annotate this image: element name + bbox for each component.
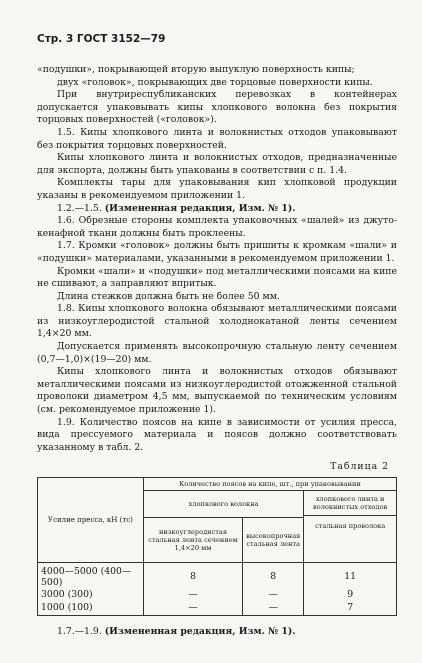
col-wire-header: стальная проволока (304, 515, 396, 536)
amendment-label: (Измененная редакция, Изм. № 1). (104, 626, 296, 637)
table-row (38, 590, 397, 603)
cell-high: — (243, 590, 304, 603)
cell-wire: 9 (304, 590, 397, 603)
amendment-ref: 1.2.—1.5. (57, 202, 102, 214)
paragraph: «подушки», покрывающей вторую выпуклую поверхность кипы; (37, 64, 355, 75)
cell-wire: 7 (304, 603, 397, 616)
table-row (38, 603, 397, 616)
page-header: Стр. 3 ГОСТ 3152—79 (37, 33, 166, 45)
cell-low: — (143, 603, 242, 616)
paragraph-group-1 (37, 64, 397, 203)
cell-press: 3000 (300) (38, 590, 144, 603)
paragraph: 1.8. Кипы хлопкового волокна обязывают металлическими поясами из низкоуглеродистой стальной холоднокатаной ленты сечением 1,4×20 мм. (37, 303, 397, 340)
table-caption: Таблица 2 (330, 461, 389, 473)
paragraph: 1.7. Кромки «головок» должны быть пришиты к кромкам «шали» и «подушки» материалами, указанными в рекомендуемом приложении 1. (37, 240, 397, 264)
lint-header-cell (304, 491, 397, 563)
paragraph: Допускается применять высокопрочную стальную ленту сечением (0,7—1,0)×(19—20) мм. (37, 341, 397, 365)
table-row (38, 563, 397, 591)
col-high-header: высокопрочная стальная лента (243, 518, 304, 563)
amendment-note-1 (37, 203, 397, 216)
cell-press: 4000—5000 (400—500) (38, 563, 144, 591)
paragraph: 1.5. Кипы хлопкового линта и волокнистых отходов упаковывают без покрытия торцовых поверхностей. (37, 126, 397, 151)
group-header: Количество поясов на кипе, шт., при упаковывании (143, 478, 396, 491)
paragraph: 1.9. Количество поясов на кипе в зависимости от усилия пресса, вида прессуемого материала и поясов должно соответствовать указанному в табл. 2. (37, 416, 397, 453)
document-body (37, 64, 397, 639)
col-low-header: низкоуглеродистая стальная лента сечением 1,4×20 мм (143, 518, 242, 563)
paragraph: Комплекты тары для упаковывания кип хлопковой продукции указаны в рекомендуемом приложении 1. (37, 177, 397, 201)
paragraph: 1.6. Обрезные стороны комплекта упаковочных «шалей» из джуто-кенафной ткани должны быть проклеены. (37, 215, 397, 239)
amendment-label: (Измененная редакция, Изм. № 1). (104, 202, 296, 214)
paragraph: Кипы хлопкового линта и волокнистых отходов обязывают металлическими поясами из низкоуглеродистой отожженной стальной проволоки диаметром 4,5 мм, выпускаемой по техническим условиям (см. рекомендуемое приложение 1). (37, 366, 397, 416)
paragraph: Длина стежков должна быть не более 50 мм. (57, 290, 280, 302)
col-press-header: Усилие пресса, кН (тс) (38, 478, 144, 563)
cell-wire: 11 (304, 563, 397, 591)
cell-high: 8 (243, 563, 304, 591)
paragraph: Кромки «шали» и «подушки» под металлическими поясами на кипе не сшивают, а заправляют впритык. (37, 265, 397, 290)
paragraph: При внутриреспубликанских перевозках в контейнерах допускается упаковывать кипы хлопкового волокна без покрытия торцовых поверхностей («головок»). (37, 89, 397, 126)
table-2 (37, 477, 397, 616)
cell-low: — (143, 590, 242, 603)
paragraph: двух «головок», покрывающих две торцовые поверхности кипы. (57, 76, 373, 88)
paragraph: Кипы хлопкового линта и волокнистых отходов, предназначенные для экспорта, должны быть упакованы в соответствии с п. 1.4. (37, 152, 397, 176)
sub-header-cotton: хлопкового волокна (143, 491, 303, 518)
sub-header-lint: хлопкового линта и волокнистых отходов (313, 495, 388, 511)
cell-high: — (243, 603, 304, 616)
cell-low: 8 (143, 563, 242, 591)
table-body (38, 563, 397, 616)
amendment-note-2 (37, 626, 397, 639)
paragraph-group-2 (37, 215, 397, 454)
amendment-ref: 1.7.—1.9. (57, 626, 102, 637)
cell-press: 1000 (100) (38, 603, 144, 616)
